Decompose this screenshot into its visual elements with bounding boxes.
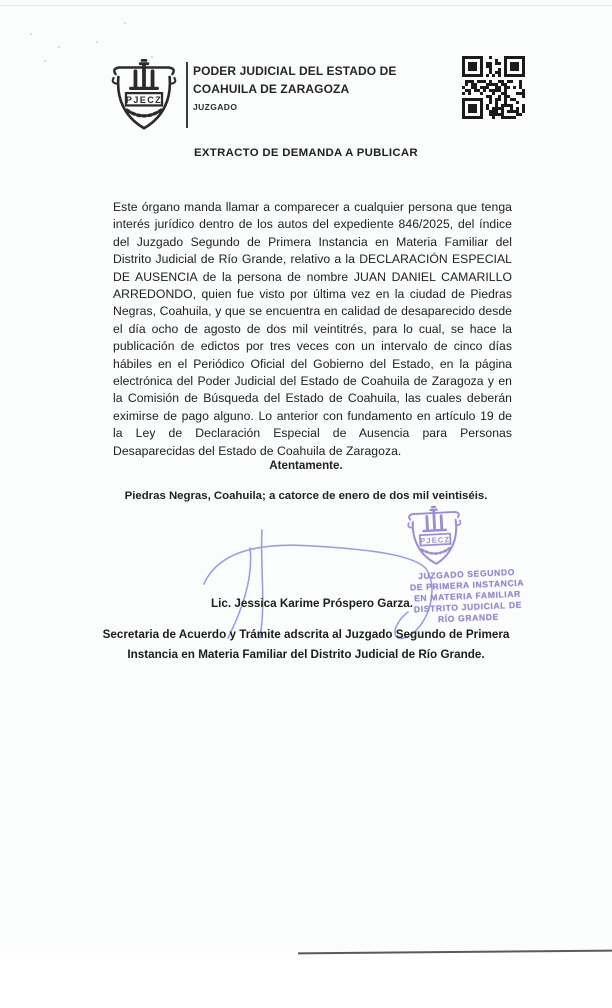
qr-code-icon <box>462 56 525 119</box>
stamp-line: EN MATERIA FAMILIAR <box>413 588 522 604</box>
stamp-line: RÍO GRANDE <box>437 611 500 625</box>
institution-name-line2: COAHUILA DE ZARAGOZA <box>193 82 350 96</box>
stamp-line: DE PRIMERA INSTANCIA <box>409 577 525 593</box>
logo-acronym-text: PJECZ <box>125 95 163 106</box>
closing-salutation: Atentamente. <box>269 459 343 472</box>
scan-artifact-line <box>0 5 612 6</box>
document-title: EXTRACTO DE DEMANDA A PUBLICAR <box>194 147 418 159</box>
pjecz-shield-logo-icon <box>106 58 182 132</box>
institution-name-line1: PODER JUDICIAL DEL ESTADO DE <box>193 64 397 78</box>
stamp-line: JUZGADO SEGUNDO <box>417 566 516 582</box>
scan-speck <box>96 41 98 43</box>
court-stamp-emblem-icon <box>401 503 468 568</box>
scan-speck <box>44 60 46 62</box>
edict-body-paragraph: Este órgano manda llamar a comparecer a cualquier persona que tenga interés jurídico dentro de los autos del expediente 846/2025, del índice del Juzgado Segundo de Primera Instancia en Materia Familiar del Distrito Judicial de Río Grande, relativo a la DECLARACIÓN ESPECIAL DE AUSENCIA de la persona de nombre JUAN DANIEL CAMARILLO ARREDONDO, quien fue visto por última vez en la ciudad de Piedras Negras, Coahuila, y que se encuentra en calidad de desaparecido desde el día ocho de agosto de dos mil veintitrés, para lo cual, se hace la publicación de edictos por tres veces con un intervalo de cinco días hábiles en el Periódico Oficial del Gobierno del Estado, en la página electrónica del Poder Judicial del Estado de Coahuila de Zaragoza y en la Comisión de Búsqueda del Estado de Coahuila, las cuales deberán eximirse de pago alguno. Lo anterior con fundamento en artículo 19 de la Ley de Declaración Especial de Ausencia para Personas Desaparecidas del Estado de Coahuila de Zaragoza. <box>113 200 512 458</box>
signatory-title: Secretaria de Acuerdo y Trámite adscrita al Juzgado Segundo de Primera Instancia en Materia Familiar del Distrito Judicial de Río Grande. <box>102 628 510 661</box>
header-divider <box>186 62 188 128</box>
signatory-name: Lic. Jessica Karime Próspero Garza. <box>210 597 414 610</box>
department-label: JUZGADO <box>193 102 238 112</box>
stamp-line: DISTRITO JUDICIAL DE <box>413 599 523 615</box>
stamp-acronym-text: PJECZ <box>419 534 451 546</box>
scan-speck <box>30 33 32 35</box>
scan-speck <box>124 22 126 24</box>
place-and-date-line: Piedras Negras, Coahuila; a catorce de enero de dos mil veintiséis. <box>124 490 488 502</box>
scanner-background <box>0 953 612 1008</box>
scan-speck <box>58 46 60 48</box>
